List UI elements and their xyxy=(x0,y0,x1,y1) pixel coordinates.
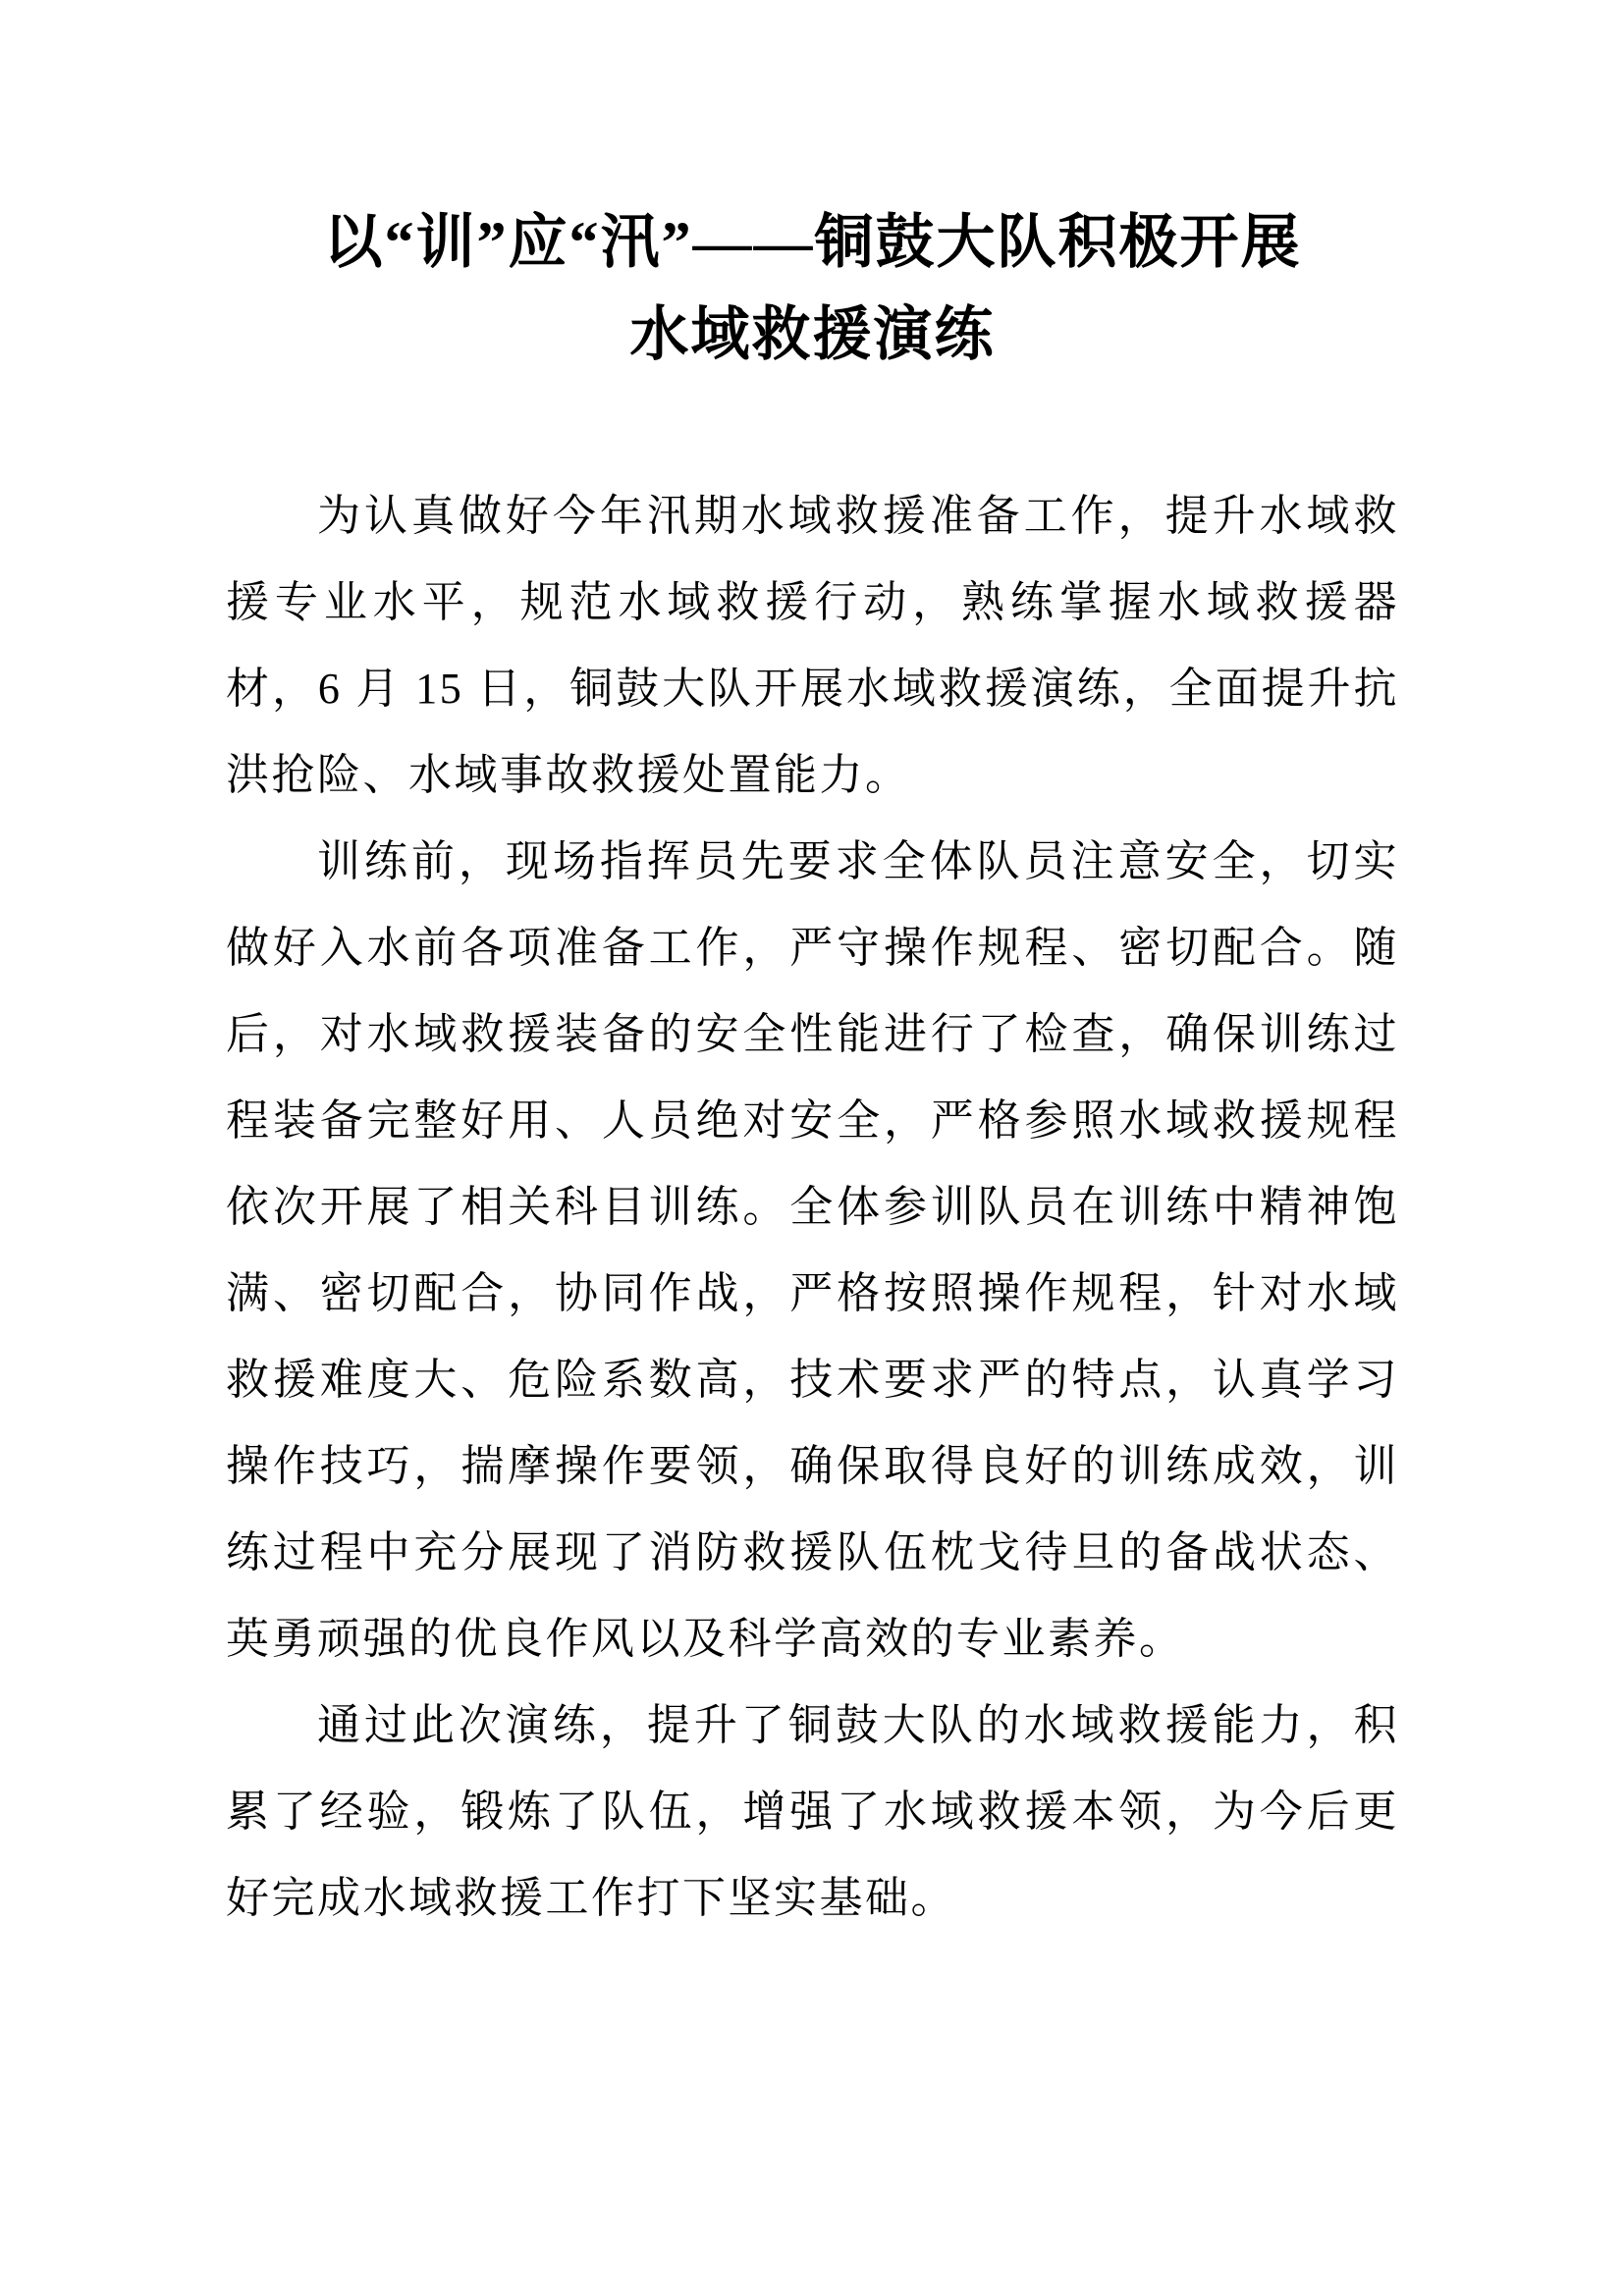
document-body xyxy=(226,473,1399,1942)
body-paragraph-3: 通过此次演练，提升了铜鼓大队的水域救援能力，积累了经验，锻炼了队伍，增强了水域救援本领，为今后更好完成水域救援工作打下坚实基础。 xyxy=(226,1701,1399,1922)
document-title-line-1: 以“训”应“汛”——铜鼓大队积极开展 xyxy=(323,210,1302,275)
document-title-line-2: 水域救援演练 xyxy=(629,302,996,367)
body-paragraph-2: 训练前，现场指挥员先要求全体队员注意安全，切实做好入水前各项准备工作，严守操作规程、密切配合。随后，对水域救援装备的安全性能进行了检查，确保训练过程装备完整好用、人员绝对安全，严格参照水域救援规程依次开展了相关科目训练。全体参训队员在训练中精神饱满、密切配合，协同作战，严格按照操作规程，针对水域救援难度大、危险系数高，技术要求严的特点，认真学习操作技巧，揣摩操作要领，确保取得良好的训练成效，训练过程中充分展现了消防救援队伍枕戈待旦的备战状态、英勇顽强的优良作风以及科学高效的专业素养。 xyxy=(226,837,1399,1663)
document-title xyxy=(226,196,1399,381)
body-paragraph-1: 为认真做好今年汛期水域救援准备工作，提升水域救援专业水平，规范水域救援行动，熟练掌握水域救援器材，6 月 15 日，铜鼓大队开展水域救援演练，全面提升抗洪抢险、水域事故救援处置能力。 xyxy=(226,492,1399,799)
